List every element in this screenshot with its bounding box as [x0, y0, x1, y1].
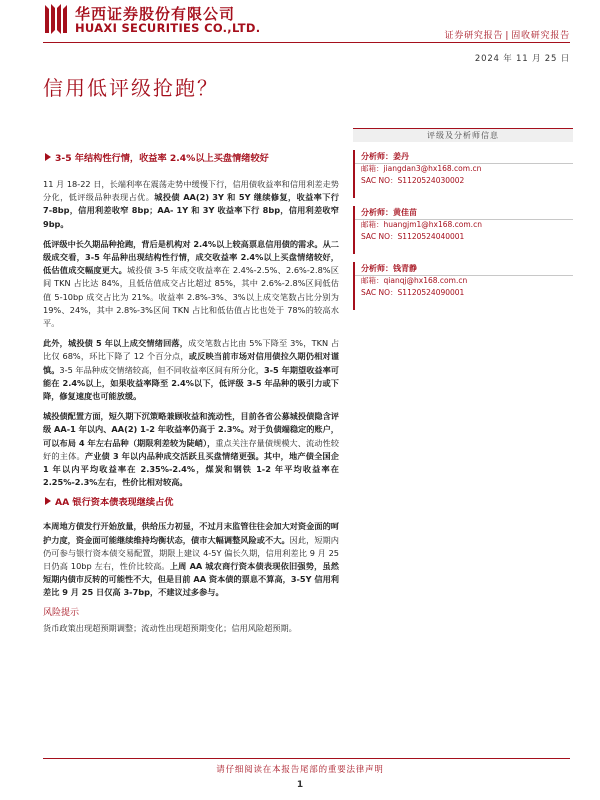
paragraph	[43, 520, 339, 599]
text-run-bold: 城投债配置方面，短久期下沉策略兼顾收益和流动性，目前各省公募城投债隐含评级 AA-1 年以内、AA(2) 1-2 年收益率仍高于 2.3%。对于负债端稳定的账户，可以布局 4 年左右品种（期限利差较为陡峭），	[43, 411, 339, 448]
analyst-divider	[355, 219, 573, 220]
huaxi-logo-icon	[43, 2, 69, 36]
analyst-sidebar	[353, 128, 573, 310]
category-separator: |	[505, 31, 510, 41]
text-run: 11 月 18-22 日，长端利率在震荡走势中缓慢下行，信用债收益率和信用利差走势分化，低评级品种表现占优。	[43, 179, 339, 203]
analyst-sac: SAC NO：S1120524040001	[361, 232, 465, 241]
analyst-name: 分析师：姜丹	[361, 152, 409, 161]
text-run-bold: 本周地方债发行开始放量，供给压力初显，不过月末监管往往会加大对资金面的呵护力度，资金面可能继续维持均衡状态，债市大幅调整风险或不大。	[43, 521, 339, 545]
text-run: 因此，短期内仍可参与银行资本债交易配置，期限上建议 4-5Y 偏长久期，信用利差比 9 月 25 日仍高 10bp 左右，性价比较高。	[43, 534, 339, 572]
text-run-bold: 此外，城投债 5 年以上成交情绪回落，	[43, 338, 189, 349]
analyst-email[interactable]: 邮箱：huangjm1@hx168.com.cn	[361, 220, 482, 229]
footer-divider	[43, 758, 570, 759]
analyst-name: 分析师：钱青静	[361, 264, 417, 273]
paragraph	[43, 238, 339, 330]
analyst-name: 分析师：黄佳苗	[361, 208, 417, 217]
section-heading-2-text: AA 银行资本债表现继续占优	[55, 497, 174, 509]
header-divider	[43, 42, 570, 43]
main-content	[43, 152, 339, 642]
legal-disclaimer-link: 请仔细阅读在本报告尾部的重要法律声明	[216, 765, 384, 775]
text-run-bold: 产业债 3 年以内品种成交活跃且买盘情绪更强。其中，地产债全国企 1 年以内平均收益率在 2.35%-2.4%，煤炭和钢铁 1-2 年平均收益率在 2.25%-2.3%左右，性价比相对较高。	[43, 450, 339, 488]
analyst-sac: SAC NO：S1120524090001	[361, 288, 465, 297]
analyst-sac: SAC NO：S1120524030002	[361, 176, 465, 185]
analyst-card	[353, 206, 573, 254]
logo-en-text: HUAXI SECURITIES CO.,LTD.	[75, 21, 261, 35]
text-run-bold: 上周 AA 城农商行资本债表现依旧强势，虽然短期内债市反转的可能性不大，但是目前 AA 资本债的票息不算高，3-5Y 信用利差比 9 月 25 日仅高 3-7bp，不建议过多参与。	[43, 561, 339, 598]
text-run-bold: 低评级中长久期品种抢跑，背后是机构对 2.4%以上较高票息信用债的需求。从二级成交看，3-5 年品种出现结构性行情，成交收益率 2.4%以上买盘情绪较好，低估值成交幅度更大。	[43, 238, 339, 276]
risk-heading: 风险提示	[43, 607, 80, 618]
risk-text: 货币政策出现超预期调整；流动性出现超预期变化；信用风险超预期。	[43, 622, 297, 633]
text-run: 成交笔数占比由 5%下降至 3%，TKN 占比仅 68%，环比下降了 12 个百分点，	[43, 338, 340, 362]
text-run: 重点关注存量债规模大、流动性较好的主体。	[43, 437, 339, 461]
analyst-card	[353, 262, 573, 310]
text-run-bold: 3-5 年期望收益率可能在 2.4%以上，如果收益率降至 2.4%以下，低评级 3-5 年品种的吸引力或下降，修复速度也可能放缓。	[43, 364, 339, 402]
text-run: 3-5 年品种成交情绪较高，但不同收益率区间有所分化，	[59, 364, 264, 375]
triangle-right-icon	[45, 153, 51, 161]
section-heading-1	[43, 152, 339, 166]
company-logo	[43, 2, 263, 38]
report-date: 2024 年 11 月 25 日	[474, 54, 570, 64]
category-label-2: 固收研究报告	[511, 31, 570, 41]
report-category	[445, 28, 570, 41]
report-title: 信用低评级抢跑？	[43, 76, 219, 100]
analyst-divider	[355, 275, 573, 276]
section-heading-2	[43, 496, 339, 510]
analyst-card	[353, 150, 573, 198]
text-run-bold: 或反映当前市场对信用债拉久期仍相对谨慎。	[43, 351, 339, 375]
text-run: 城投债 3-5 年成交收益率在 2.4%-2.5%、2.6%-2.8%区间 TKN 占比达 84%，且低估值成交占比超过 85%，其中 2.6%-2.8%区间低估值 5-10bp 成交占比为 21%。收益率 2.8%-3%、3%以上成交笔数占比分别为 19%、24%，其中 2.8%-3%区间 TKN 占比和低估值占比也处于 78%的较高水平。	[43, 265, 339, 329]
sidebar-heading: 评级及分析师信息	[353, 128, 573, 142]
analyst-email[interactable]: 邮箱：qianqj@hx168.com.cn	[361, 276, 468, 285]
logo-cn-text: 华西证券股份有限公司	[75, 5, 236, 23]
paragraph	[43, 178, 339, 231]
paragraph	[43, 410, 339, 489]
section-heading-1-text: 3-5 年结构性行情，收益率 2.4%以上买盘情绪较好	[55, 153, 269, 164]
analyst-email[interactable]: 邮箱：jiangdan3@hx168.com.cn	[361, 164, 482, 173]
paragraph	[43, 337, 339, 403]
category-label-1: 证券研究报告	[444, 31, 504, 41]
text-run-bold: 城投债 AA(2) 3Y 和 5Y 继续修复，收益率下行 7-8bp，信用利差收窄 8bp；AA- 1Y 和 3Y 收益率下行 8bp，信用利差收窄 9bp。	[43, 192, 339, 229]
page-number: 1	[296, 780, 304, 790]
triangle-right-icon	[45, 497, 51, 505]
analyst-divider	[355, 163, 573, 164]
